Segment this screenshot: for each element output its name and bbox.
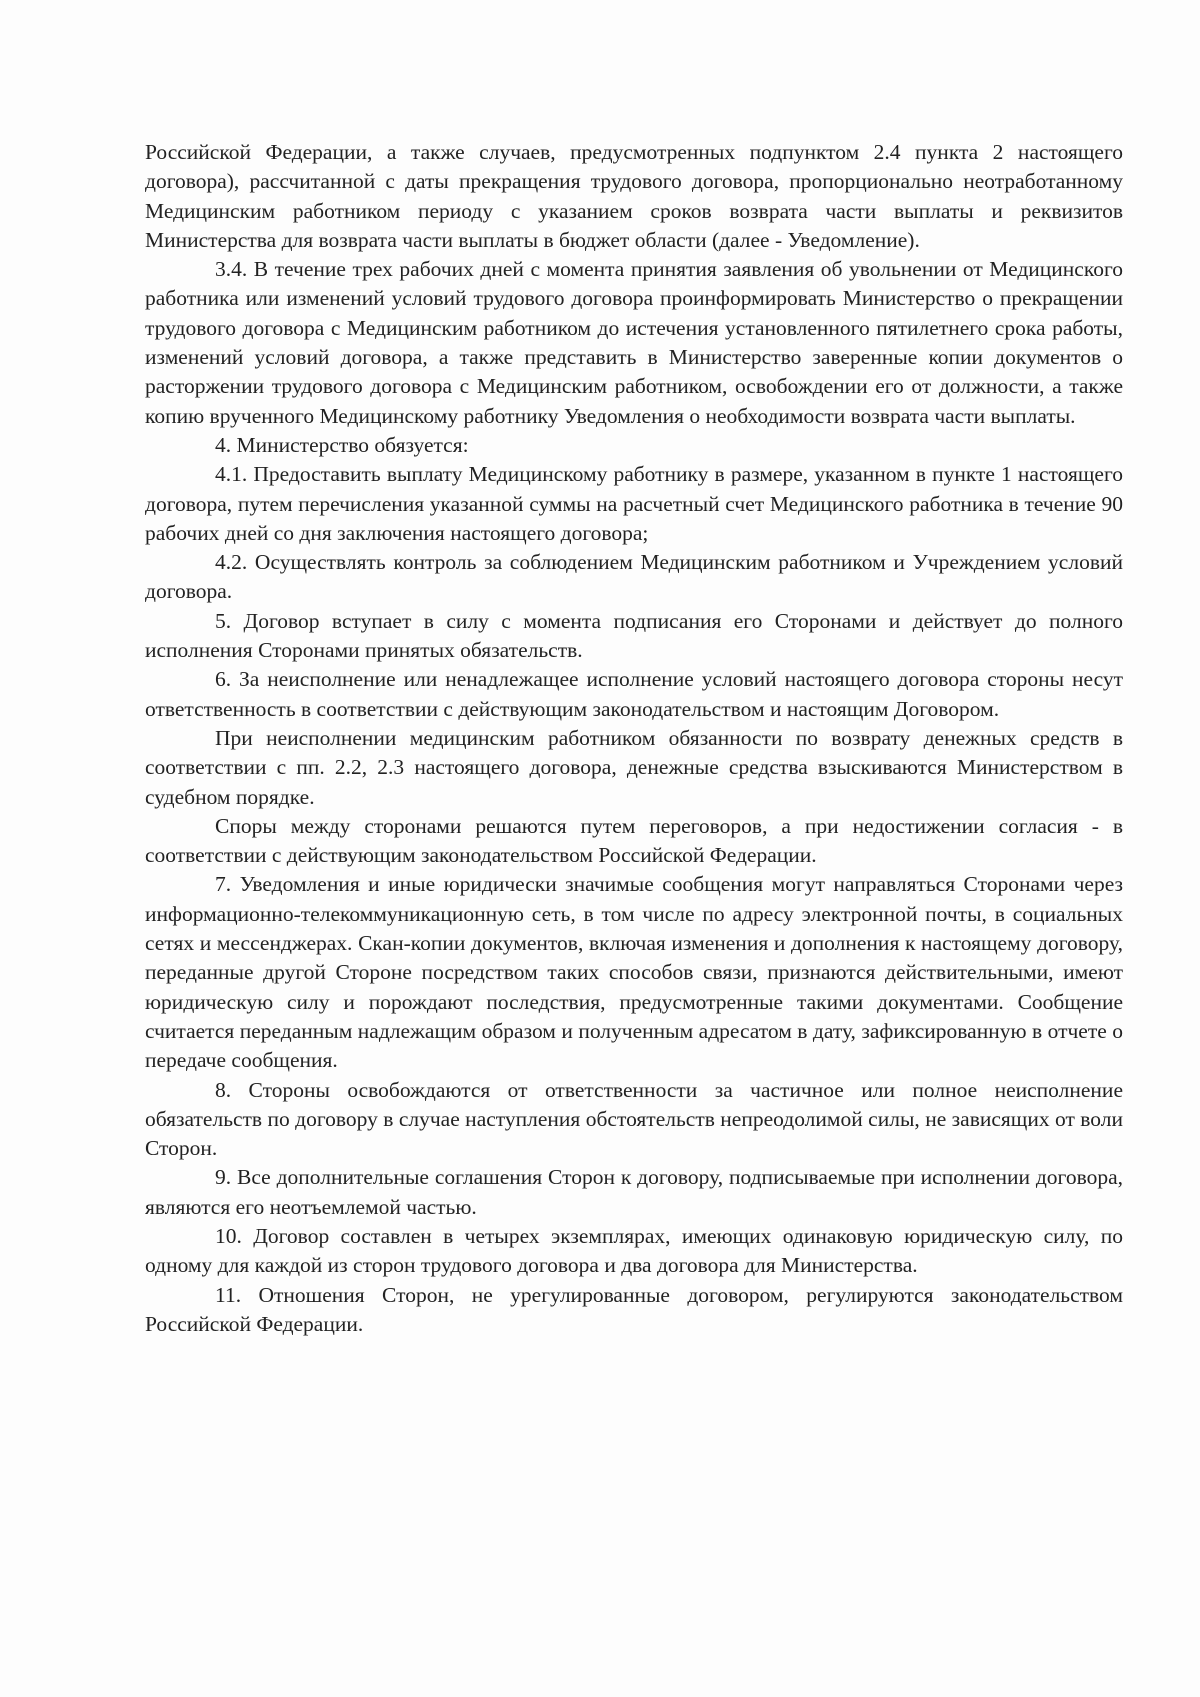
paragraph-continuation: Российской Федерации, а также случаев, предусмотренных подпунктом 2.4 пункта 2 настоящего договора), рассчитанной с даты прекращения трудового договора, пропорционально неотработанному Медицинским работником периоду с указанием сроков возврата части выплаты и реквизитов Министерства для возврата части выплаты в бюджет области (далее - Уведомление). <box>145 140 1123 252</box>
paragraph-9: 9. Все дополнительные соглашения Сторон к договору, подписываемые при исполнении договора, являются его неотъемлемой частью. <box>145 1165 1123 1219</box>
paragraph-3-4: 3.4. В течение трех рабочих дней с момента принятия заявления об увольнении от Медицинского работника или изменений условий трудового договора проинформировать Министерство о прекращении трудового договора с Медицинским работником до истечения установленного пятилетнего срока работы, изменений условий договора, а также представить в Министерство заверенные копии документов о расторжении трудового договора с Медицинским работником, освобождении его от должности, а также копию врученного Медицинскому работнику Уведомления о необходимости возврата части выплаты. <box>145 257 1123 428</box>
document-body <box>145 138 1123 1339</box>
paragraph-4-2: 4.2. Осуществлять контроль за соблюдением Медицинским работником и Учреждением условий договора. <box>145 550 1123 604</box>
paragraph-6: 6. За неисполнение или ненадлежащее исполнение условий настоящего договора стороны несут ответственность в соответствии с действующим законодательством и настоящим Договором. <box>145 667 1123 721</box>
paragraph-6-recovery: При неисполнении медицинским работником обязанности по возврату денежных средств в соответствии с пп. 2.2, 2.3 настоящего договора, денежные средства взыскиваются Министерством в судебном порядке. <box>145 725 1123 809</box>
paragraph-4: 4. Министерство обязуется: <box>215 432 469 457</box>
paragraph-5: 5. Договор вступает в силу с момента подписания его Сторонами и действует до полного исполнения Сторонами принятых обязательств. <box>145 608 1123 663</box>
paragraph-11: 11. Отношения Сторон, не урегулированные договором, регулируются законодательством Российской Федерации. <box>145 1282 1123 1336</box>
paragraph-7: 7. Уведомления и иные юридически значимые сообщения могут направляться Сторонами через информационно-телекоммуникационную сеть, в том числе по адресу электронной почты, в социальных сетях и мессенджерах. Скан-копии документов, включая изменения и дополнения к настоящему договору, переданные другой Стороне посредством таких способов связи, признаются действительными, имеют юридическую силу и порождают последствия, предусмотренные такими документами. Сообщение считается переданным надлежащим образом и полученным адресатом в дату, зафиксированную в отчете о передаче сообщения. <box>145 872 1123 1073</box>
paragraph-4-1: 4.1. Предоставить выплату Медицинскому работнику в размере, указанном в пункте 1 настоящего договора, путем перечисления указанной суммы на расчетный счет Медицинского работника в течение 90 рабочих дней со дня заключения настоящего договора; <box>145 462 1123 545</box>
paragraph-10: 10. Договор составлен в четырех экземплярах, имеющих одинаковую юридическую силу, по одному для каждой из сторон трудового договора и два договора для Министерства. <box>145 1223 1123 1278</box>
paragraph-8: 8. Стороны освобождаются от ответственности за частичное или полное неисполнение обязательств по договору в случае наступления обстоятельств непреодолимой силы, не зависящих от воли Сторон. <box>145 1077 1123 1161</box>
paragraph-6-disputes: Споры между сторонами решаются путем переговоров, а при недостижении согласия - в соответствии с действующим законодательством Российской Федерации. <box>145 813 1123 868</box>
